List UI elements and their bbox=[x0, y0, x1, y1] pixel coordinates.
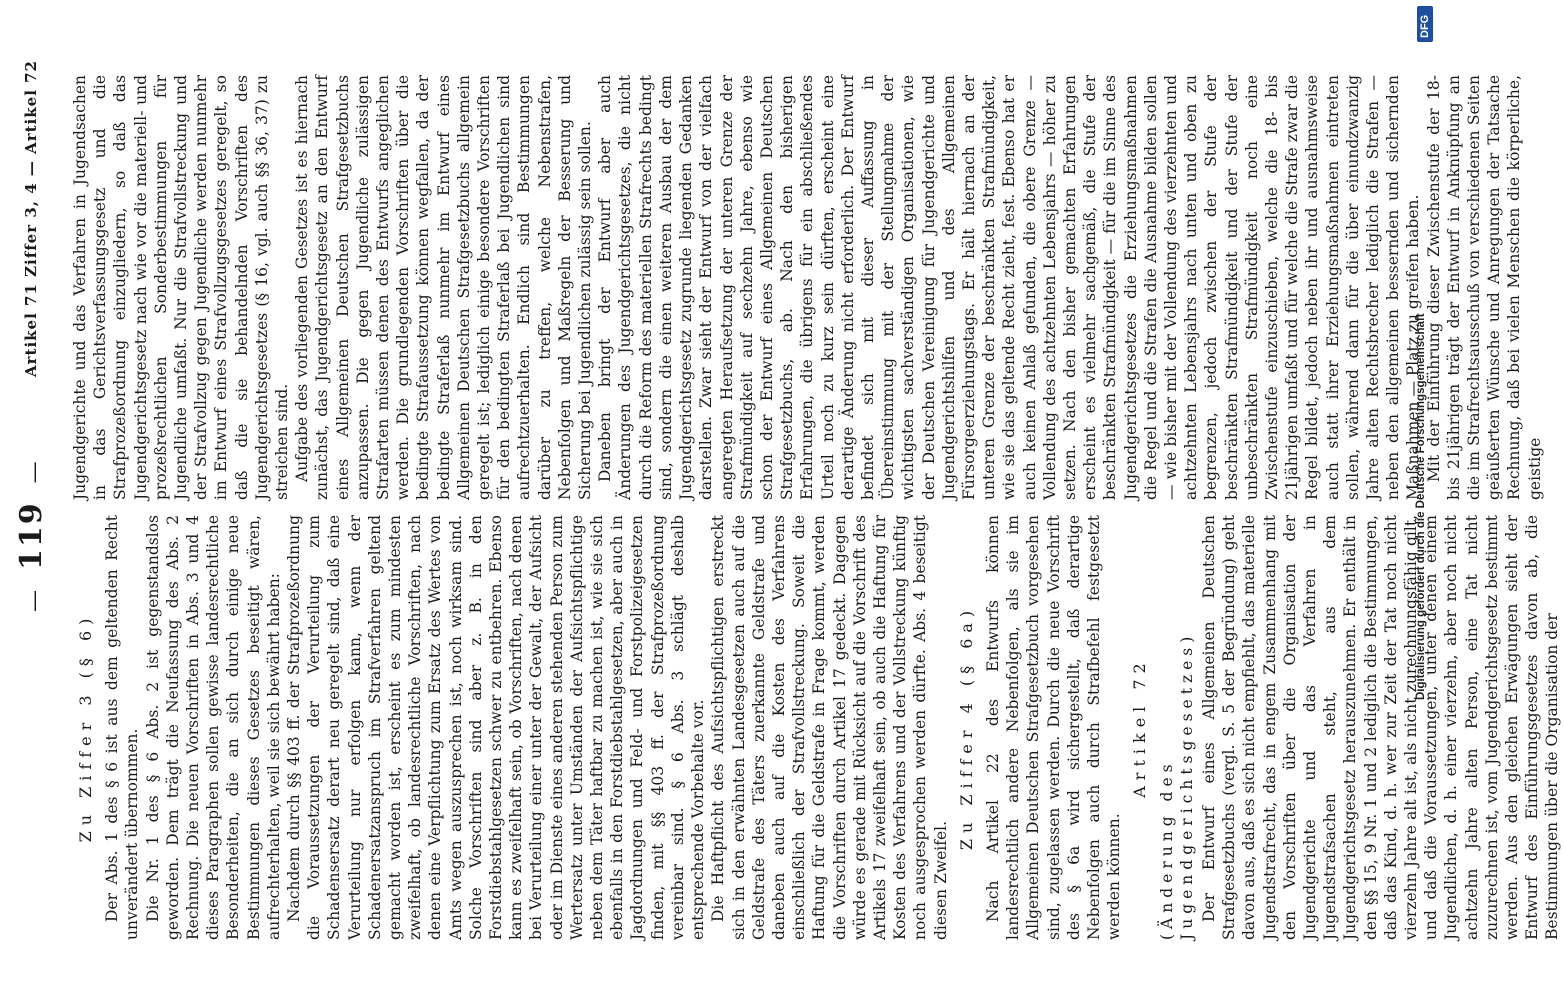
left-paragraph: Die Nr. 1 des § 6 Abs. 2 ist gegenstandslos geworden. Dem trägt die Neufassung des Abs. 2 Rechnung. Die neuen Vorschriften in Abs. 3 und 4 dieses Paragraphen sollen gewisse landesrechtliche Besonderheiten, die an sich durch einige neue Bestimmungen dieses Gesetzes beseitigt wären, aufrechterhalten, weil sie sich bewährt haben: bbox=[143, 515, 283, 940]
left-paragraph: Die Haftpflicht des Aufsichtspflichtigen erstreckt sich in den erwähnten Landesgesetzen auch auf die Geldstrafe des Täters zuerkannte Geldstrafe und daneben auch auf die Kosten des Verfahrens einschließlich der Strafvollstreckung. Soweit die Haftung für die Geldstrafe in Frage kommt, werden die Vorschriften durch Artikel 17 gedeckt. Dagegen würde es gerade mit Rücksicht auf die Vorschrift des Artikels 17 zweifelhaft sein, ob auch die Haftung für Kosten des Verfahrens und der Vollstreckung künftig noch ausgesprochen werden dürfte. Abs. 4 beseitigt diesen Zweifel. bbox=[709, 515, 950, 940]
dfg-logo-icon bbox=[1417, 6, 1433, 42]
running-title: Artikel 71 Ziffer 3, 4 — Artikel 72 bbox=[22, 60, 40, 378]
left-section-heading: Artikel 72 bbox=[1130, 657, 1150, 798]
page-number-value: 119 bbox=[14, 501, 49, 570]
digitization-credit-text: Digitalisierung gefördert durch die Deutsche Forschungsgemeinschaft bbox=[1415, 313, 1427, 700]
page-number bbox=[14, 441, 49, 630]
left-paragraph: Der Entwurf eines Allgemeinen Deutschen Strafgesetzbuchs (vergl. S. 5 der Begründung) geht davon aus, daß es sich nicht empfiehlt, das materielle Jugendstrafrecht, das in engem Zusammenhang mit den Vorschriften über die Organisation der Jugendgerichte und das Verfahren in Jugendstrafsachen steht, aus dem Jugendgerichtsgesetz herauszunehmen. Er enthält in den §§ 15, 9 Nr. 1 und 2 lediglich die Bestimmungen, daß das Kind, d. h. wer zur Zeit der Tat noch nicht vierzehn Jahre alt ist, als nicht zurechnungsfähig gilt, und daß die Voraussetzungen, unter denen einem Jugendlichen, d. h. einer vierzehn, aber noch nicht achtzehn Jahre alten Person, eine Tat nicht zuzurechnen ist, vom Jugendgerichtsgesetz bestimmt werden. Aus den gleichen Erwägungen sieht der Entwurf des Einführungsgesetzes davon ab, die Bestimmungen über die Organisation der bbox=[1199, 515, 1562, 940]
right-paragraph: Aufgabe des vorliegenden Gesetzes ist es hiernach zunächst, das Jugendgerichtsgesetz an den Entwurf eines Allgemeinen Deutschen Strafgesetzbuchs anzupassen. Die gegen Jugendliche zulässigen Strafarten müssen denen des Entwurfs angeglichen werden. Die grundlegenden Vorschriften über die bedingte Strafaussetzung können wegfallen, da der bedingte Straferlaß nunmehr im Entwurf eines Allgemeinen Deutschen Strafgesetzbuchs allgemein geregelt ist; lediglich einige besondere Vorschriften für den bedingten Straferlaß bei Jugendlichen sind aufrechtzuerhalten. Endlich sind Bestimmungen darüber zu treffen, welche Nebenstrafen, Nebenfolgen und Maßregeln der Besserung und Sicherung bei Jugendlichen zulässig sein sollen. bbox=[293, 75, 595, 500]
left-section-subheading: (Änderung des Jugendgerichtsgesetzes) bbox=[1157, 631, 1196, 940]
page-number-dash-right: — bbox=[22, 459, 47, 484]
right-paragraph: Mit der Einführung dieser Zwischenstufe der 18- bis 21jährigen trägt der Entwurf in Anknüpfung an die im Strafrechtsausschuß von verschiedenen Seiten geäußerten Wünsche und Anregungen der Tatsache Rechnung, daß bei vielen Menschen die körperliche, geistige bbox=[1424, 75, 1544, 500]
left-paragraph: Nach Artikel 22 des Entwurfs können landesrechtlich andere Nebenfolgen, als sie im Allgemeinen Deutschen Strafgesetzbuch vorgesehen sind, zugelassen werden. Durch die neue Vorschrift des § 6a wird sichergestellt, daß derartige Nebenfolgen auch durch Strafbefehl festgesetzt werden können. bbox=[983, 515, 1124, 940]
left-paragraph: Der Abs. 1 des § 6 ist aus dem geltenden Recht unverändert übernommen. bbox=[103, 515, 142, 940]
left-column bbox=[70, 515, 1563, 940]
right-paragraph: Jugendgerichte und das Verfahren in Jugendsachen in das Gerichtsverfassungsgesetz und die Strafprozeßordnung einzugliedern, so daß das Jugendgerichtsgesetz nach wie vor die materiell- und prozeßrechtlichen Sonderbestimmungen für Jugendliche umfaßt. Nur die Strafvollstreckung und der Strafvollzug gegen Jugendliche werden nunmehr im Entwurf eines Strafvollzugsgesetzes geregelt, so daß die sie behandelnden Vorschriften des Jugendgerichtsgesetzes (§ 16, vgl. auch §§ 36, 37) zu streichen sind. bbox=[71, 75, 292, 500]
right-column bbox=[70, 75, 1545, 500]
running-head bbox=[14, 50, 54, 950]
left-section-heading: Zu Ziffer 3 (§ 6) bbox=[76, 612, 95, 843]
dfg-logo-text: DFG bbox=[1419, 14, 1431, 38]
right-paragraph: Daneben bringt der Entwurf aber auch Änderungen des Jugendgerichtsgesetzes, die nicht durch die Reform des materiellen Strafrechts bedingt sind, sondern die einen weiteren Ausbau der dem Jugendgerichtsgesetz zugrunde liegenden Gedanken darstellen. Zwar sieht der Entwurf von der vielfach angeregten Heraufsetzung der unteren Grenze der Strafmündigkeit auf sechzehn Jahre, ebenso wie schon der Entwurf eines Allgemeinen Deutschen Strafgesetzbuchs, ab. Nach den bisherigen Erfahrungen, die übrigens für ein abschließendes Urteil noch zu kurz sein dürften, erscheint eine derartige Änderung nicht erforderlich. Der Entwurf befindet sich mit dieser Auffassung in Übereinstimmung mit der Stellungnahme der wichtigsten sachverständigen Organisationen, wie der Deutschen Vereinigung für Jugendgerichte und Jugendgerichtshilfen und des Allgemeinen Fürsorgeerziehungstags. Er hält hiernach an der unteren Grenze der beschränkten Strafmündigkeit, wie sie das geltende Recht zieht, fest. Ebenso hat er auch keinen Anlaß gefunden, die obere Grenze — Vollendung des achtzehnten Lebensjahrs — höher zu setzen. Nach den bisher gemachten Erfahrungen erscheint es vielmehr sachgemäß, die Stufe der beschränkten Strafmündigkeit — für die im Sinne des Jugendgerichtsgesetzes die Erziehungsmaßnahmen die Regel und die Strafen die Ausnahme bilden sollen — wie bisher mit der Vollendung des vierzehnten und achtzehnten Lebensjahrs nach unten und oben zu begrenzen, jedoch zwischen der Stufe der beschränkten Strafmündigkeit und der Stufe der unbeschränkten Strafmündigkeit noch eine Zwischenstufe einzuschieben, welche die 18- bis 21jährigen umfaßt und für welche die Strafe zwar die Regel bildet, jedoch neben ihr und ausnahmsweise auch statt ihrer Erziehungsmaßnahmen eintreten sollen, während dann für die über einundzwanzig Jahre alten Rechtsbrecher lediglich die Strafen — neben den allgemeinen bessernden und sichernden Maßnahmen — Platz zu greifen haben. bbox=[596, 75, 1423, 500]
left-paragraph: Nachdem durch §§ 403 ff. der Strafprozeßordnung die Voraussetzungen der Verurteilung zum Schadensersatz derart neu geregelt sind, daß eine Verurteilung nur erfolgen kann, wenn der Schadenersatzanspruch im Strafverfahren geltend gemacht worden ist, erscheint es zum mindesten zweifelhaft, ob landesrechtliche Vorschriften, nach denen eine Verpflichtung zum Ersatz des Wertes von Amts wegen auszusprechen ist, noch wirksam sind. Solche Vorschriften sind aber z. B. in den Forstdiebstahlgesetzen schwer zu entbehren. Ebenso kann es zweifelhaft sein, ob Vorschriften, nach denen bei Verurteilung einer unter der Gewalt, der Aufsicht oder im Dienste eines anderen stehenden Person zum Wertersatz unter Umständen der Aufsichtspflichtige neben dem Täter haftbar zu machen ist, wie sie sich ebenfalls in den Forstdiebstahlgesetzen, aber auch in Jagdordnungen und Feld- und Forstpolizeigesetzen finden, mit §§ 403 ff. der Strafprozeßordnung vereinbar sind. § 6 Abs. 3 schlägt deshalb entsprechende Vorbehalte vor. bbox=[285, 515, 708, 940]
left-section-heading: Zu Ziffer 4 (§ 6a) bbox=[956, 604, 976, 851]
page-number-dash-left: — bbox=[22, 588, 47, 612]
